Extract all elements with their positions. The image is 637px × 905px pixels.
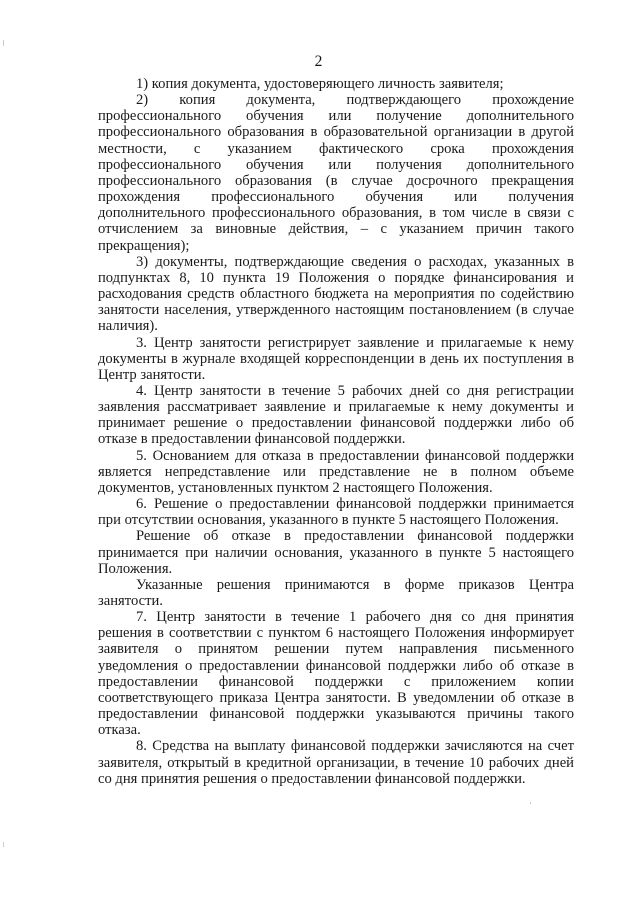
scan-mark [3, 40, 4, 46]
paragraph-clause-7: 7. Центр занятости в течение 1 рабочего дня со дня принятия решения в соответствии с пунктом 6 настоящего Положения информирует заявителя о принятом решении путем направления письменного уведомления о предоставлении финансовой поддержки либо об отказе в предоставлении финансовой поддержки с приложением копии соответствующего приказа Центра занятости. В уведомлении об отказе в предоставлении финансовой поддержки указываются причины такого отказа. [98, 609, 574, 739]
paragraph-item-2: 2) копия документа, подтверждающего прохождение профессионального обучения или получение дополнительного профессионального образования в образовательной организации в другой местности, с указанием фактического срока прохождения профессионального обучения или получения дополнительного профессионального образования (в случае досрочного прекращения прохождения профессионального обучения или получения дополнительного профессионального образования, в том числе в связи с отчислением за виновные действия, – с указанием причин такого прекращения); [98, 92, 574, 254]
paragraph-clause-5: 5. Основанием для отказа в предоставлении финансовой поддержки является непредставление или представление не в полном объеме документов, установленных пунктом 2 настоящего Положения. [98, 447, 574, 496]
scan-mark [3, 842, 4, 847]
paragraph-item-3: 3) документы, подтверждающие сведения о расходах, указанных в подпунктах 8, 10 пункта 19 Положения о порядке финансирования и расходования средств областного бюджета на мероприятия по содействию занятости населения, утвержденного настоящим постановлением (в случае наличия). [98, 253, 574, 335]
paragraph-refusal-decision: Решение об отказе в предоставлении финансовой поддержки принимается при наличии основания, указанного в пункте 5 настоящего Положения. [98, 528, 574, 577]
paragraph-clause-6: 6. Решение о предоставлении финансовой поддержки принимается при отсутствии основания, указанного в пункте 5 настоящего Положения. [98, 496, 574, 529]
paragraph-decisions-form: Указанные решения принимаются в форме приказов Центра занятости. [98, 576, 574, 609]
document-body [98, 76, 574, 787]
scan-mark [530, 802, 531, 804]
paragraph-clause-4: 4. Центр занятости в течение 5 рабочих дней со дня регистрации заявления рассматривает заявление и прилагаемые к нему документы и принимает решение о предоставлении финансовой поддержки либо об отказе в предоставлении финансовой поддержки. [98, 382, 574, 448]
paragraph-clause-8: 8. Средства на выплату финансовой поддержки зачисляются на счет заявителя, открытый в кредитной организации, в течение 10 рабочих дней со дня принятия решения о предоставлении финансовой поддержки. [98, 738, 574, 787]
paragraph-item-1: 1) копия документа, удостоверяющего личность заявителя; [136, 76, 504, 92]
paragraph-clause-3: 3. Центр занятости регистрирует заявление и прилагаемые к нему документы в журнале входящей корреспонденции в день их поступления в Центр занятости. [98, 334, 574, 383]
page-number: 2 [314, 53, 323, 70]
